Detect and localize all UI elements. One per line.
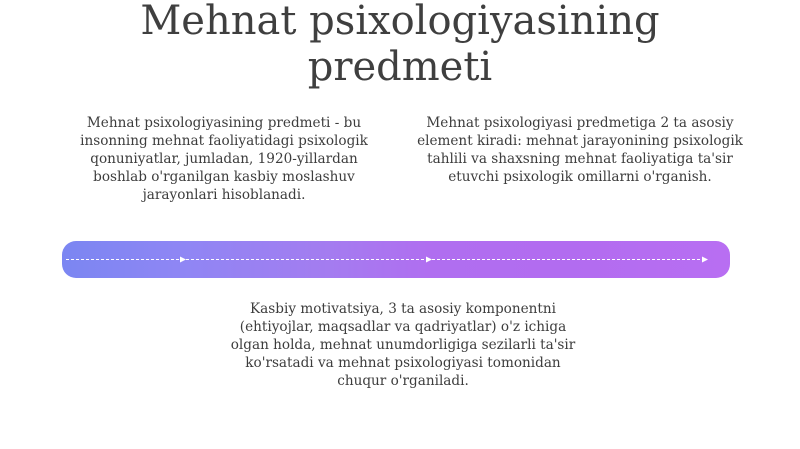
timeline-bar	[62, 241, 730, 278]
paragraph-right: Mehnat psixologiyasi predmetiga 2 ta asosiy element kiradi: mehnat jarayonining psixologik tahlili va shaxsning mehnat faoliyatiga ta'sir etuvchi psixologik omillarni o'rganish.	[417, 115, 743, 185]
timeline-arrows	[62, 241, 730, 278]
paragraph-bottom: Kasbiy motivatsiya, 3 ta asosiy komponentni (ehtiyojlar, maqsadlar va qadriyatlar) o'z ichiga olgan holda, mehnat unumdorligiga sezilarli ta'sir ko'rsatadi va mehnat psixologiyasi tomonidan chuqur o'rganiladi.	[230, 301, 576, 389]
arrowhead-3-icon	[702, 257, 708, 263]
arrowhead-2-icon	[426, 257, 432, 263]
arrowhead-1-icon	[180, 257, 186, 263]
slide-title: Mehnat psixologiyasining predmeti	[140, 0, 660, 90]
paragraph-left: Mehnat psixologiyasining predmeti - bu insonning mehnat faoliyatidagi psixologik qonuniyatlar, jumladan, 1920-yillardan boshlab o'rganilgan kasbiy moslashuv jarayonlari hisoblanadi.	[80, 115, 368, 203]
